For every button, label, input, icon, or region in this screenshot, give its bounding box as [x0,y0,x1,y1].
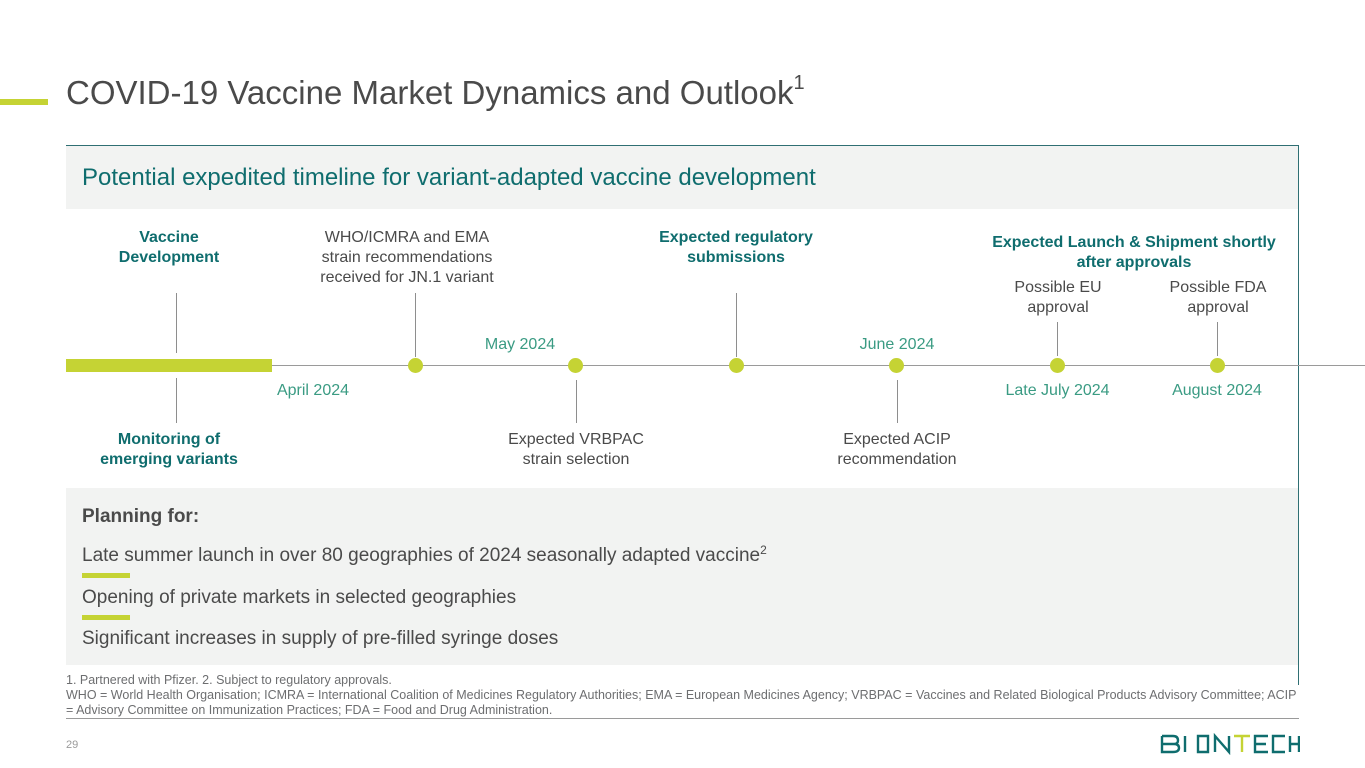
milestone-dot-who [408,358,423,373]
label-possible-eu: Possible EU approval [1014,279,1102,316]
label-vaccine-development: Vaccine Development [118,229,220,266]
connector-regulatory [736,293,737,357]
connector-vrbpac [576,380,577,423]
footnote-line-2: WHO = World Health Organisation; ICMRA = International Coalition of Medicines Regulatory Authorities; EMA = European Medicines Agency; VRBPAC = Vaccines and Related Biological Products Advisory Committee; ACIP = Advisory Committee on Immunization Practices; FDA = Food and Drug Administration. [66,688,1297,717]
footnotes [66,673,1306,718]
label-launch-shipment: Expected Launch & Shipment shortly after approvals [992,234,1276,271]
planning-separator [82,573,130,578]
milestone-dot-eu [1050,358,1065,373]
date-may-2024: May 2024 [484,336,556,353]
connector-eu [1057,322,1058,356]
date-late-july-2024: Late July 2024 [1005,382,1110,399]
label-regulatory-submissions: Expected regulatory submissions [659,229,813,266]
milestone-dot-acip [889,358,904,373]
title-accent-bar [0,99,48,105]
label-possible-fda: Possible FDA approval [1169,279,1267,316]
slide-title: COVID-19 Vaccine Market Dynamics and Outlook$^1$ [66,72,805,111]
connector-vaccine-development [176,293,177,353]
connector-who-icmra [415,293,416,357]
connector-acip [897,380,898,423]
planning-heading: Planning for: [82,506,200,527]
footer-rule [66,718,1299,719]
planning-item-footnote-marker: 2 [760,543,767,557]
label-monitoring: Monitoring of emerging variants [100,431,238,468]
planning-item-supply: Significant increases in supply of pre-filled syringe doses [82,628,559,649]
date-april-2024: April 2024 [276,382,350,399]
milestone-dot-fda [1210,358,1225,373]
planning-separator [82,615,130,620]
connector-monitoring [176,378,177,423]
timeline-start-bar [66,359,272,372]
label-acip: Expected ACIP recommendation [837,431,957,468]
connector-fda [1217,322,1218,356]
footnote-line-1: 1. Partnered with Pfizer. 2. Subject to regulatory approvals. [66,673,392,687]
planning-item-launch: Late summer launch in over 80 geographies of 2024 seasonally adapted vaccine$^2$ [82,543,767,566]
timeline-axis [272,365,1365,366]
milestone-dot-vrbpac [568,358,583,373]
date-june-2024: June 2024 [859,336,935,353]
timeline-header: Potential expedited timeline for variant-adapted vaccine development [82,164,816,191]
frame-right-border [1298,145,1299,685]
biontech-logo [1160,733,1300,755]
title-footnote-marker: 1 [793,72,805,94]
milestone-dot-regulatory [729,358,744,373]
planning-item-private-markets: Opening of private markets in selected geographies [82,587,517,608]
label-who-icmra: WHO/ICMRA and EMA strain recommendations received for JN.1 variant [320,229,494,286]
label-vrbpac: Expected VRBPAC strain selection [508,431,644,468]
date-august-2024: August 2024 [1172,382,1262,399]
page-number: 29 [66,739,79,751]
